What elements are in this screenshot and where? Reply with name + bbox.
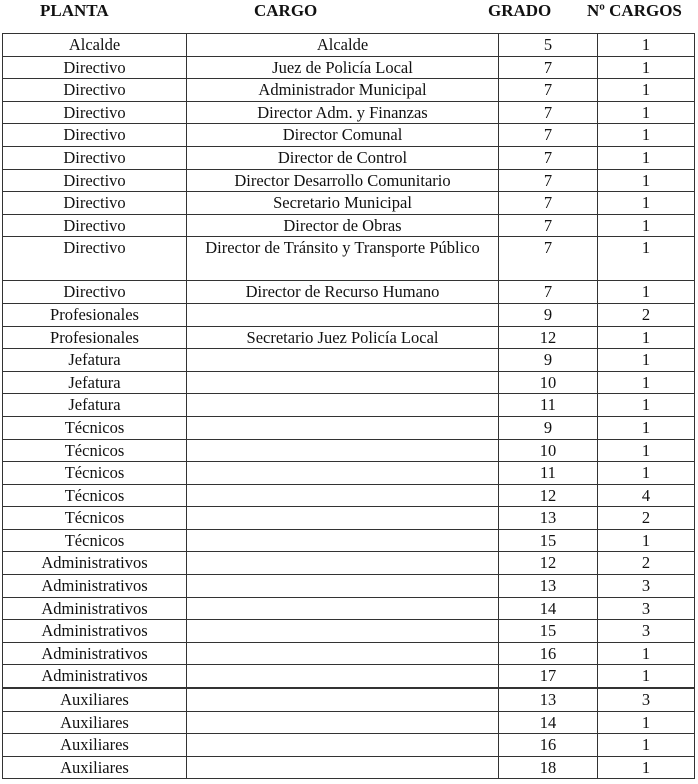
cargo-cell: Director Desarrollo Comunitario <box>187 169 499 192</box>
grado-cell: 12 <box>499 552 598 575</box>
n-cargos-cell: 1 <box>598 79 695 102</box>
grado-cell: 14 <box>499 597 598 620</box>
n-cargos-cell: 1 <box>598 394 695 417</box>
table-row <box>3 214 695 237</box>
grado-cell: 11 <box>499 394 598 417</box>
planta-cell: Directivo <box>3 146 187 169</box>
planta-cell: Técnicos <box>3 507 187 530</box>
cargo-cell <box>187 394 499 417</box>
table-row <box>3 281 695 304</box>
table-row <box>3 79 695 102</box>
n-cargos-cell: 1 <box>598 146 695 169</box>
planta-cell: Profesionales <box>3 303 187 326</box>
planta-cell: Directivo <box>3 56 187 79</box>
cargo-cell: Director de Obras <box>187 214 499 237</box>
grado-cell: 12 <box>499 484 598 507</box>
cargo-cell <box>187 711 499 734</box>
grado-cell: 9 <box>499 416 598 439</box>
grado-cell: 7 <box>499 146 598 169</box>
cargo-cell <box>187 439 499 462</box>
cargo-cell: Director Adm. y Finanzas <box>187 101 499 124</box>
table-row <box>3 665 695 688</box>
n-cargos-cell: 1 <box>598 529 695 552</box>
table-row <box>3 101 695 124</box>
planta-cell: Directivo <box>3 79 187 102</box>
grado-cell: 13 <box>499 575 598 598</box>
n-cargos-cell: 1 <box>598 734 695 757</box>
grado-cell: 7 <box>499 169 598 192</box>
n-cargos-cell: 1 <box>598 416 695 439</box>
cargo-cell <box>187 620 499 643</box>
n-cargos-cell: 1 <box>598 34 695 57</box>
planta-cell: Administrativos <box>3 642 187 665</box>
table-row <box>3 169 695 192</box>
planta-cell: Técnicos <box>3 529 187 552</box>
grado-cell: 18 <box>499 756 598 779</box>
cargo-cell <box>187 416 499 439</box>
planta-cell: Administrativos <box>3 597 187 620</box>
table-row <box>3 529 695 552</box>
n-cargos-cell: 3 <box>598 620 695 643</box>
grado-cell: 7 <box>499 124 598 147</box>
n-cargos-cell: 3 <box>598 688 695 711</box>
table-row <box>3 462 695 485</box>
cargos-table <box>2 33 695 779</box>
cargo-cell <box>187 371 499 394</box>
n-cargos-cell: 2 <box>598 552 695 575</box>
table-row <box>3 484 695 507</box>
cargo-cell: Director de Control <box>187 146 499 169</box>
grado-cell: 7 <box>499 237 598 281</box>
n-cargos-cell: 1 <box>598 371 695 394</box>
grado-cell: 7 <box>499 281 598 304</box>
cargo-cell: Juez de Policía Local <box>187 56 499 79</box>
n-cargos-cell: 4 <box>598 484 695 507</box>
planta-cell: Directivo <box>3 214 187 237</box>
planta-cell: Técnicos <box>3 462 187 485</box>
n-cargos-cell: 1 <box>598 101 695 124</box>
table-row <box>3 34 695 57</box>
grado-cell: 7 <box>499 101 598 124</box>
table-row <box>3 303 695 326</box>
table-row <box>3 326 695 349</box>
cargo-cell <box>187 665 499 688</box>
table-row <box>3 56 695 79</box>
grado-cell: 10 <box>499 439 598 462</box>
n-cargos-cell: 3 <box>598 597 695 620</box>
planta-cell: Auxiliares <box>3 734 187 757</box>
table-row <box>3 416 695 439</box>
planta-cell: Administrativos <box>3 620 187 643</box>
table-row <box>3 688 695 711</box>
grado-cell: 7 <box>499 79 598 102</box>
grado-cell: 5 <box>499 34 598 57</box>
n-cargos-cell: 1 <box>598 281 695 304</box>
grado-cell: 17 <box>499 665 598 688</box>
n-cargos-cell: 1 <box>598 124 695 147</box>
cargo-cell <box>187 688 499 711</box>
grado-cell: 16 <box>499 734 598 757</box>
n-cargos-cell: 1 <box>598 56 695 79</box>
n-cargos-cell: 1 <box>598 214 695 237</box>
grado-cell: 9 <box>499 303 598 326</box>
cargo-cell <box>187 507 499 530</box>
cargo-cell <box>187 642 499 665</box>
grado-cell: 13 <box>499 507 598 530</box>
planta-cell: Directivo <box>3 101 187 124</box>
grado-cell: 12 <box>499 326 598 349</box>
n-cargos-cell: 1 <box>598 642 695 665</box>
n-cargos-cell: 1 <box>598 439 695 462</box>
cargo-cell: Secretario Juez Policía Local <box>187 326 499 349</box>
n-cargos-cell: 2 <box>598 507 695 530</box>
table-row <box>3 756 695 779</box>
cargo-cell: Director de Recurso Humano <box>187 281 499 304</box>
table-row <box>3 371 695 394</box>
table-row <box>3 146 695 169</box>
cargo-cell <box>187 484 499 507</box>
n-cargos-cell: 1 <box>598 462 695 485</box>
planta-cell: Directivo <box>3 237 187 281</box>
grado-cell: 10 <box>499 371 598 394</box>
cargo-cell <box>187 734 499 757</box>
grado-cell: 7 <box>499 192 598 215</box>
table-row <box>3 349 695 372</box>
cargo-cell <box>187 552 499 575</box>
grado-cell: 11 <box>499 462 598 485</box>
grado-cell: 13 <box>499 688 598 711</box>
grado-cell: 9 <box>499 349 598 372</box>
planta-cell: Directivo <box>3 124 187 147</box>
table-row <box>3 192 695 215</box>
cargo-cell <box>187 597 499 620</box>
grado-cell: 15 <box>499 620 598 643</box>
planta-cell: Auxiliares <box>3 756 187 779</box>
n-cargos-cell: 2 <box>598 303 695 326</box>
planta-cell: Profesionales <box>3 326 187 349</box>
table-row <box>3 507 695 530</box>
n-cargos-cell: 1 <box>598 326 695 349</box>
header-grado: GRADO <box>488 1 552 20</box>
header-n-cargos: Nº CARGOS <box>587 1 682 20</box>
planta-cell: Administrativos <box>3 575 187 598</box>
table-row <box>3 642 695 665</box>
cargo-cell: Secretario Municipal <box>187 192 499 215</box>
table-row <box>3 620 695 643</box>
cargo-cell: Director de Tránsito y Transporte Público <box>187 237 499 281</box>
table-row <box>3 734 695 757</box>
table-row <box>3 711 695 734</box>
grado-cell: 15 <box>499 529 598 552</box>
cargo-cell <box>187 575 499 598</box>
table-header <box>0 0 698 24</box>
planta-cell: Directivo <box>3 169 187 192</box>
table-row <box>3 124 695 147</box>
n-cargos-cell: 1 <box>598 711 695 734</box>
cargo-cell <box>187 303 499 326</box>
n-cargos-cell: 3 <box>598 575 695 598</box>
cargo-cell <box>187 462 499 485</box>
planta-cell: Administrativos <box>3 552 187 575</box>
grado-cell: 7 <box>499 56 598 79</box>
grado-cell: 14 <box>499 711 598 734</box>
cargo-cell: Administrador Municipal <box>187 79 499 102</box>
table-row <box>3 597 695 620</box>
planta-cell: Jefatura <box>3 371 187 394</box>
planta-cell: Directivo <box>3 281 187 304</box>
grado-cell: 7 <box>499 214 598 237</box>
table-row <box>3 439 695 462</box>
grado-cell: 16 <box>499 642 598 665</box>
planta-cell: Alcalde <box>3 34 187 57</box>
cargo-cell: Alcalde <box>187 34 499 57</box>
planta-cell: Auxiliares <box>3 711 187 734</box>
planta-cell: Jefatura <box>3 349 187 372</box>
n-cargos-cell: 1 <box>598 756 695 779</box>
planta-cell: Administrativos <box>3 665 187 688</box>
cargo-cell <box>187 756 499 779</box>
header-planta: PLANTA <box>40 1 109 20</box>
planta-cell: Técnicos <box>3 484 187 507</box>
table-row <box>3 552 695 575</box>
cargo-cell <box>187 349 499 372</box>
header-cargo: CARGO <box>254 1 318 20</box>
planta-cell: Técnicos <box>3 416 187 439</box>
cargo-cell <box>187 529 499 552</box>
cargo-cell: Director Comunal <box>187 124 499 147</box>
n-cargos-cell: 1 <box>598 665 695 688</box>
planta-cell: Auxiliares <box>3 688 187 711</box>
table-row <box>3 575 695 598</box>
planta-cell: Técnicos <box>3 439 187 462</box>
table-row <box>3 394 695 417</box>
n-cargos-cell: 1 <box>598 349 695 372</box>
n-cargos-cell: 1 <box>598 169 695 192</box>
planta-cell: Jefatura <box>3 394 187 417</box>
planta-cell: Directivo <box>3 192 187 215</box>
table-row <box>3 237 695 281</box>
n-cargos-cell: 1 <box>598 192 695 215</box>
n-cargos-cell: 1 <box>598 237 695 281</box>
